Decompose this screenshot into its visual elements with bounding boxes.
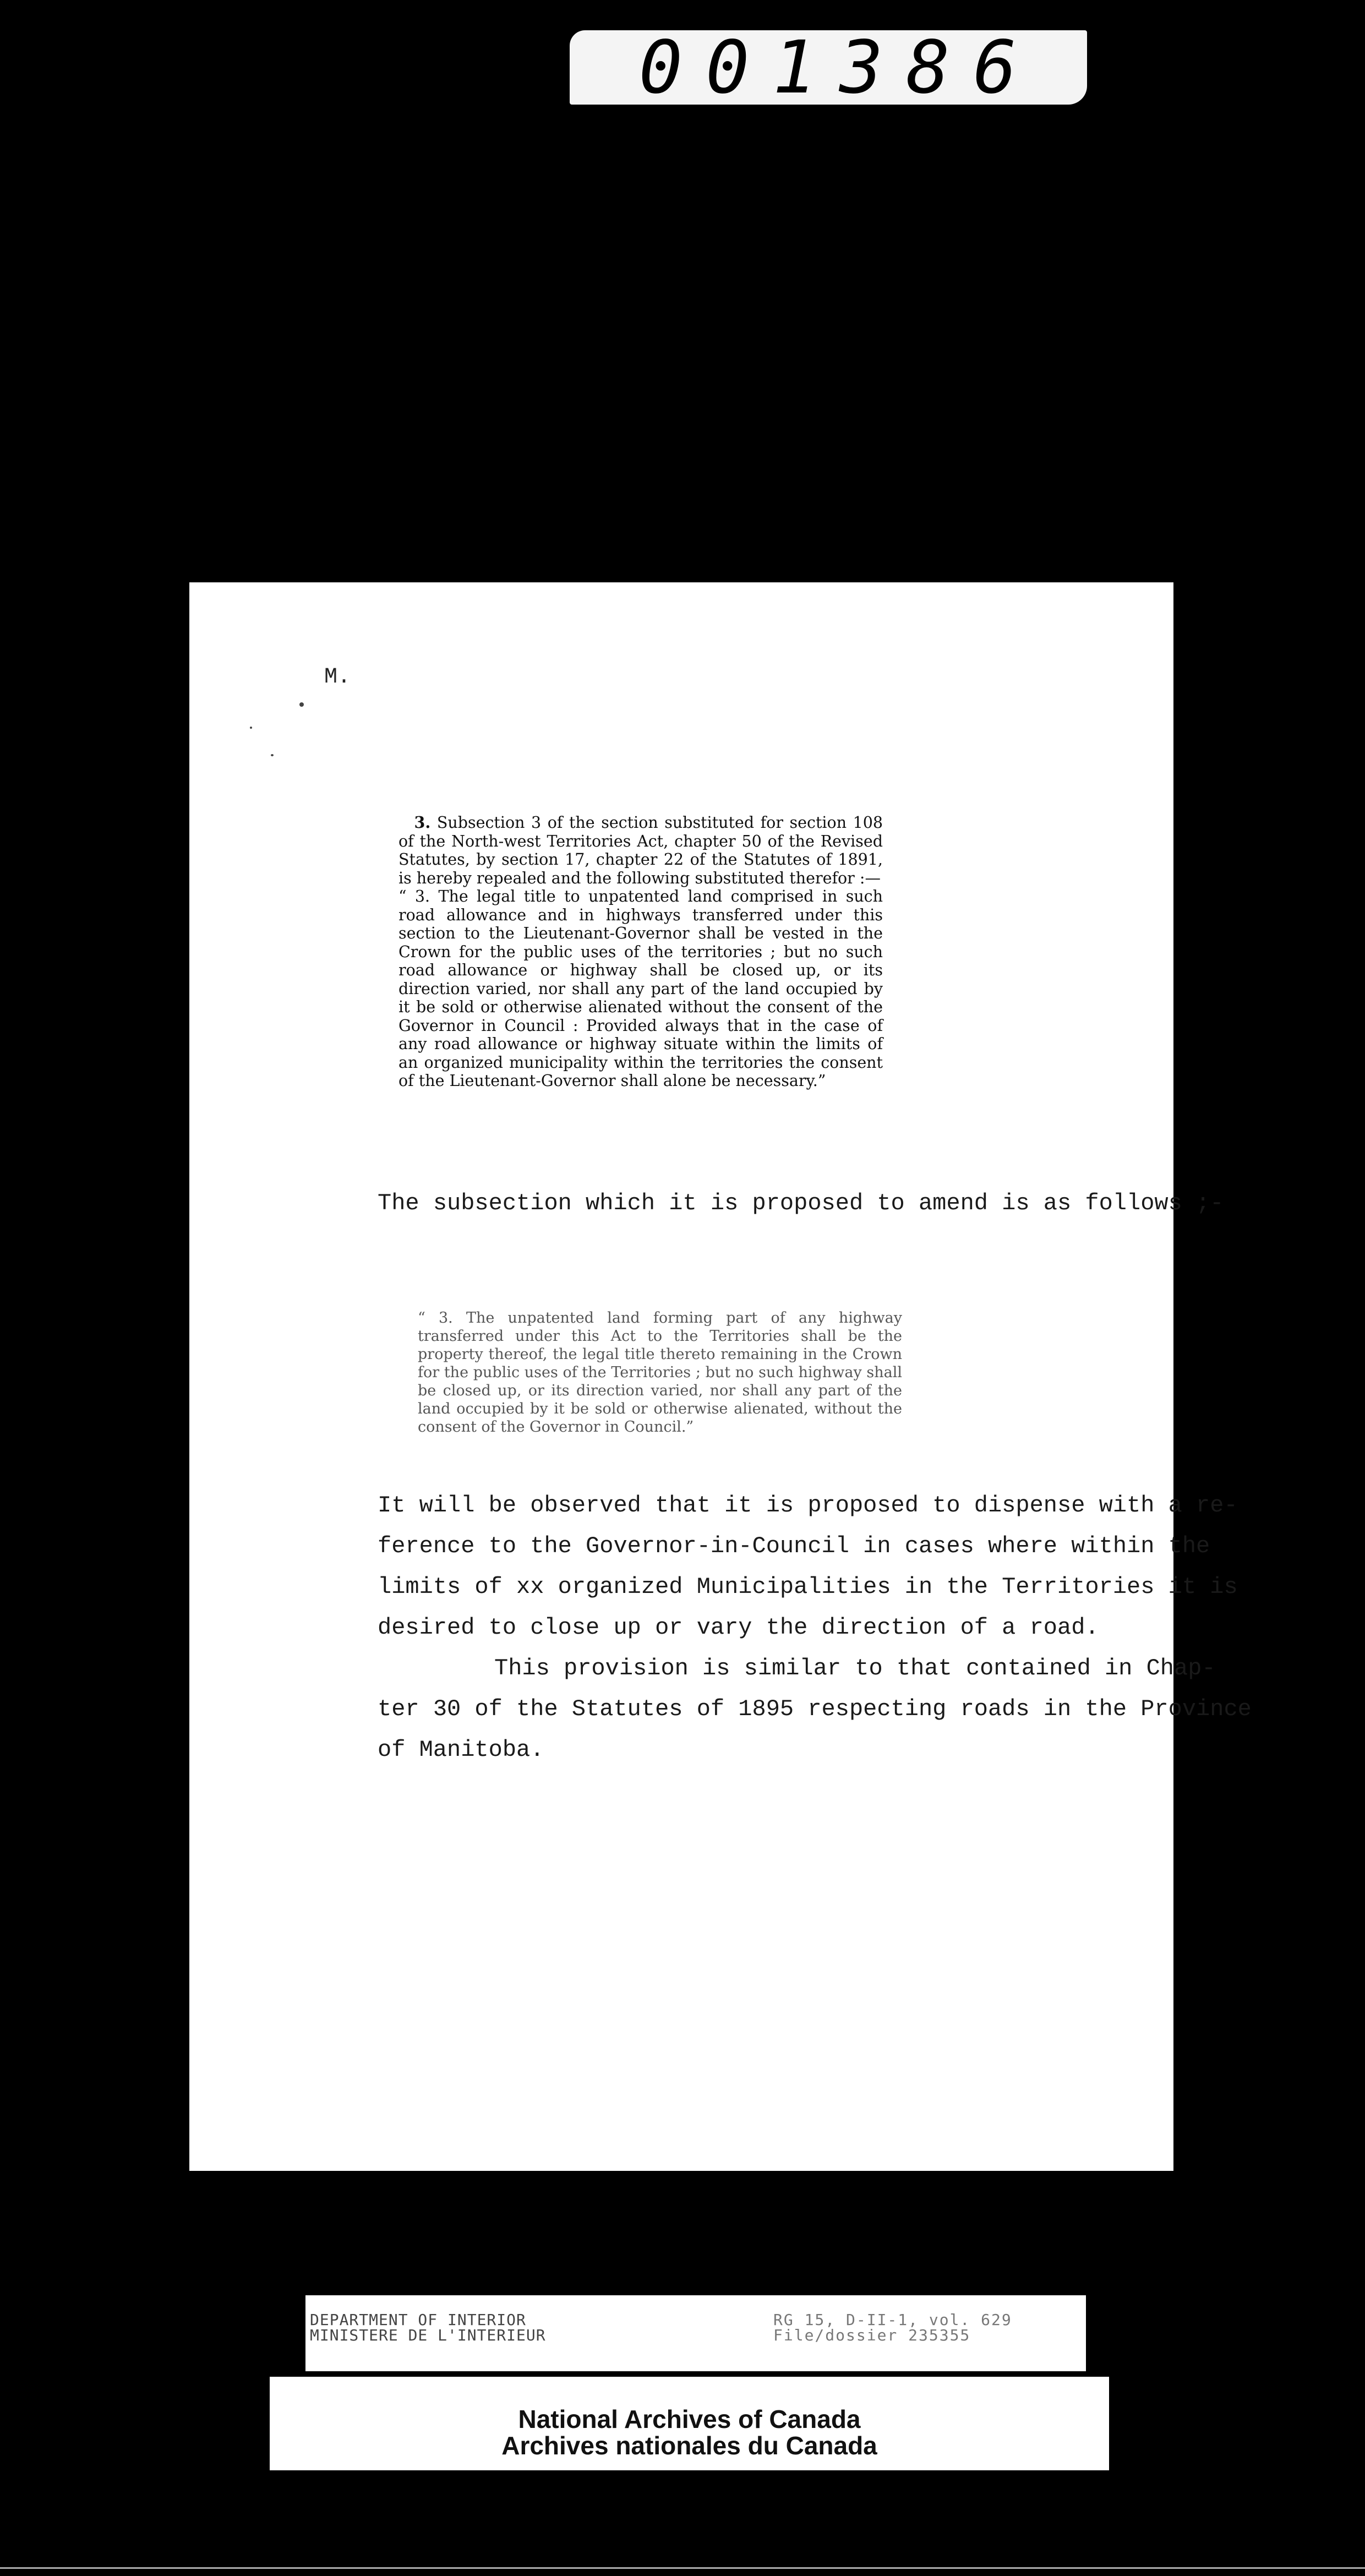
archive-reference-label <box>305 2295 1086 2371</box>
document-page <box>189 582 1252 2171</box>
ink-speck <box>299 702 304 707</box>
frame-number-box <box>570 30 1087 105</box>
body-line: limits of xx organized Municipalities in the Territories it is <box>378 1574 1238 1600</box>
body-line: ter 30 of the Statutes of 1895 respecting roads in the Province <box>378 1696 1252 1722</box>
department-name-fr: MINISTERE DE L'INTERIEUR <box>310 2326 546 2344</box>
ink-speck <box>271 754 274 756</box>
body-text <box>378 1485 1252 1770</box>
clipping2-text: “ 3. The unpatented land forming part of any highway transferred under this Act to the Territories shall be the property thereof, the legal title thereto remaining in the Crown for the public uses of the Territories ; but no such highway shall be closed up, or its direction varied, nor shall any part of the land occupied by it be sold or otherwise alienated, without the consent of the Governor in Council.” <box>418 1309 902 1436</box>
archive-reference-file: File/dossier 235355 <box>773 2326 971 2344</box>
intro-line: The subsection which it is proposed to amend is as follows ;- <box>378 1190 1224 1216</box>
body-line: It will be observed that it is proposed to dispense with a re- <box>378 1492 1238 1519</box>
archive-reference-volume: RG 15, D-II-1, vol. 629 <box>773 2311 1012 2329</box>
printed-clipping <box>398 814 883 1090</box>
clipping-quoted-section: “ 3. The legal title to unpatented land comprised in such road allowance and in highways transferred under this section to the Lieutenant-Governor shall be vested in the Crown for the public uses of the territories ; but no such road allowance or highway shall be closed up, or its direction varied, nor shall any part of the land occupied by it be sold or otherwise alienated without the consent of the Governor in Council : Provided always that in the case of any road allowance or highway situate within the limits of an organized municipality within the territories the consent of the Lieutenant-Governor shall alone be necessary.” <box>398 887 883 1090</box>
body-line: This provision is similar to that contained in Chap- <box>494 1655 1216 1682</box>
archives-label <box>270 2377 1109 2470</box>
body-line: ference to the Governor-in-Council in cases where within the <box>378 1533 1210 1559</box>
printed-clipping-original <box>418 1309 902 1436</box>
clipping-paragraph <box>398 814 883 887</box>
archives-name-fr: Archives nationales du Canada <box>501 2431 877 2460</box>
section-number: 3. <box>414 813 431 832</box>
clipping-text: Subsection 3 of the section substituted for section 108 of the North-west Territories Act, chapter 50 of the Revised Statutes, by section 17, chapter 22 of the Statutes of 1891, is hereby repealed and the following substituted therefor :— <box>398 814 883 887</box>
bottom-rule <box>0 2567 1365 2569</box>
body-line: desired to close up or vary the direction of a road. <box>378 1614 1099 1641</box>
frame-number: 001386 <box>638 30 1040 105</box>
archives-name-en: National Archives of Canada <box>518 2405 861 2433</box>
body-line: of Manitoba. <box>378 1737 544 1763</box>
ink-speck <box>250 727 252 729</box>
page-initial: M. <box>324 665 351 690</box>
department-name-en: DEPARTMENT OF INTERIOR <box>310 2311 526 2329</box>
